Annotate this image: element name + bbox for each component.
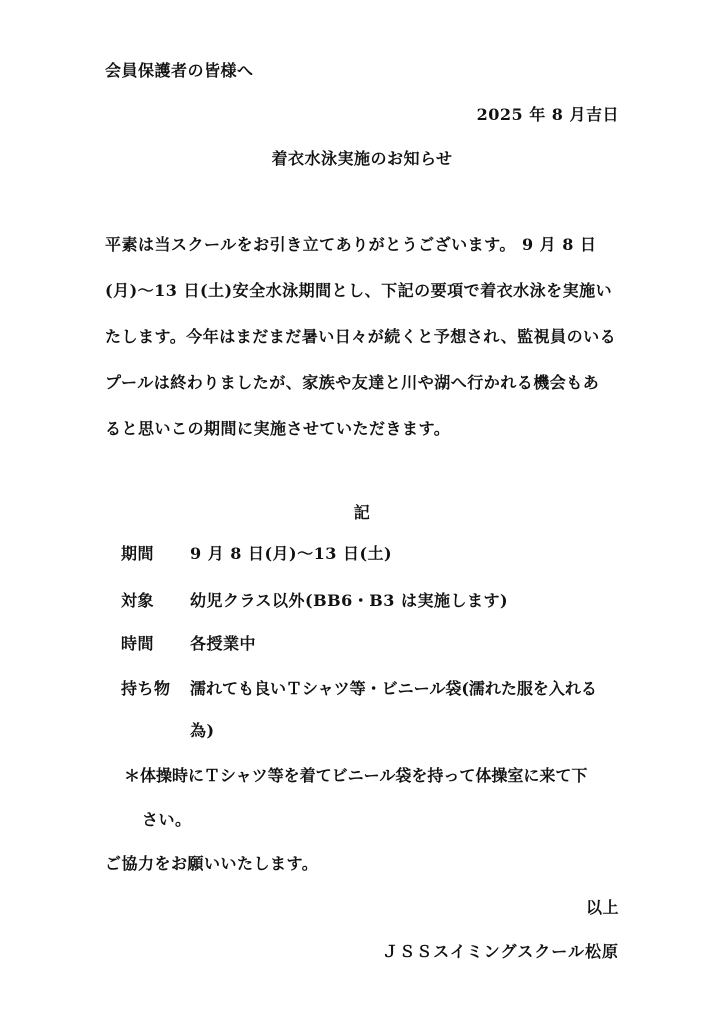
body-line: ると思いこの期間に実施させていただきます。 — [105, 419, 451, 438]
detail-label: 時間 — [121, 634, 155, 653]
detail-value: 各授業中 — [190, 634, 257, 653]
ijou-text: 以上 — [585, 898, 619, 917]
detail-value: 9 月 8 日(月)～13 日(土) — [190, 544, 393, 563]
body-line: プールは終わりましたが、家族や友達と川や湖へ行かれる機会もあ — [105, 373, 600, 392]
note-line: さい。 — [142, 810, 192, 829]
detail-label: 対象 — [121, 591, 155, 610]
detail-value: 濡れても良いＴシャツ等・ビニール袋(濡れた服を入れる — [190, 679, 597, 698]
note-line: ＊体操時にＴシャツ等を着てビニール袋を持って体操室に来て下 — [124, 766, 588, 785]
closing-text: ご協力をお願いいたします。 — [105, 854, 319, 873]
ki-heading: 記 — [353, 503, 371, 522]
body-line: 平素は当スクールをお引き立てありがとうございます。 9 月 8 日 — [105, 235, 597, 254]
document-date: 2025 年 8 月吉日 — [476, 105, 619, 124]
signature: ＪＳＳスイミングスクール松原 — [382, 942, 619, 961]
body-line: たします。今年はまだまだ暑い日々が続くと予想され、監視員のいる — [105, 327, 617, 346]
body-line: (月)～13 日(土)安全水泳期間とし、下記の要項で着衣水泳を実施い — [105, 281, 613, 300]
detail-label: 持ち物 — [121, 679, 171, 698]
detail-label: 期間 — [121, 544, 155, 563]
document-title: 着衣水泳実施のお知らせ — [271, 149, 453, 168]
detail-value: 幼児クラス以外(BB6・B3 は実施します) — [190, 591, 509, 610]
detail-value-continuation: 為) — [190, 721, 215, 740]
addressee: 会員保護者の皆様へ — [105, 61, 254, 80]
